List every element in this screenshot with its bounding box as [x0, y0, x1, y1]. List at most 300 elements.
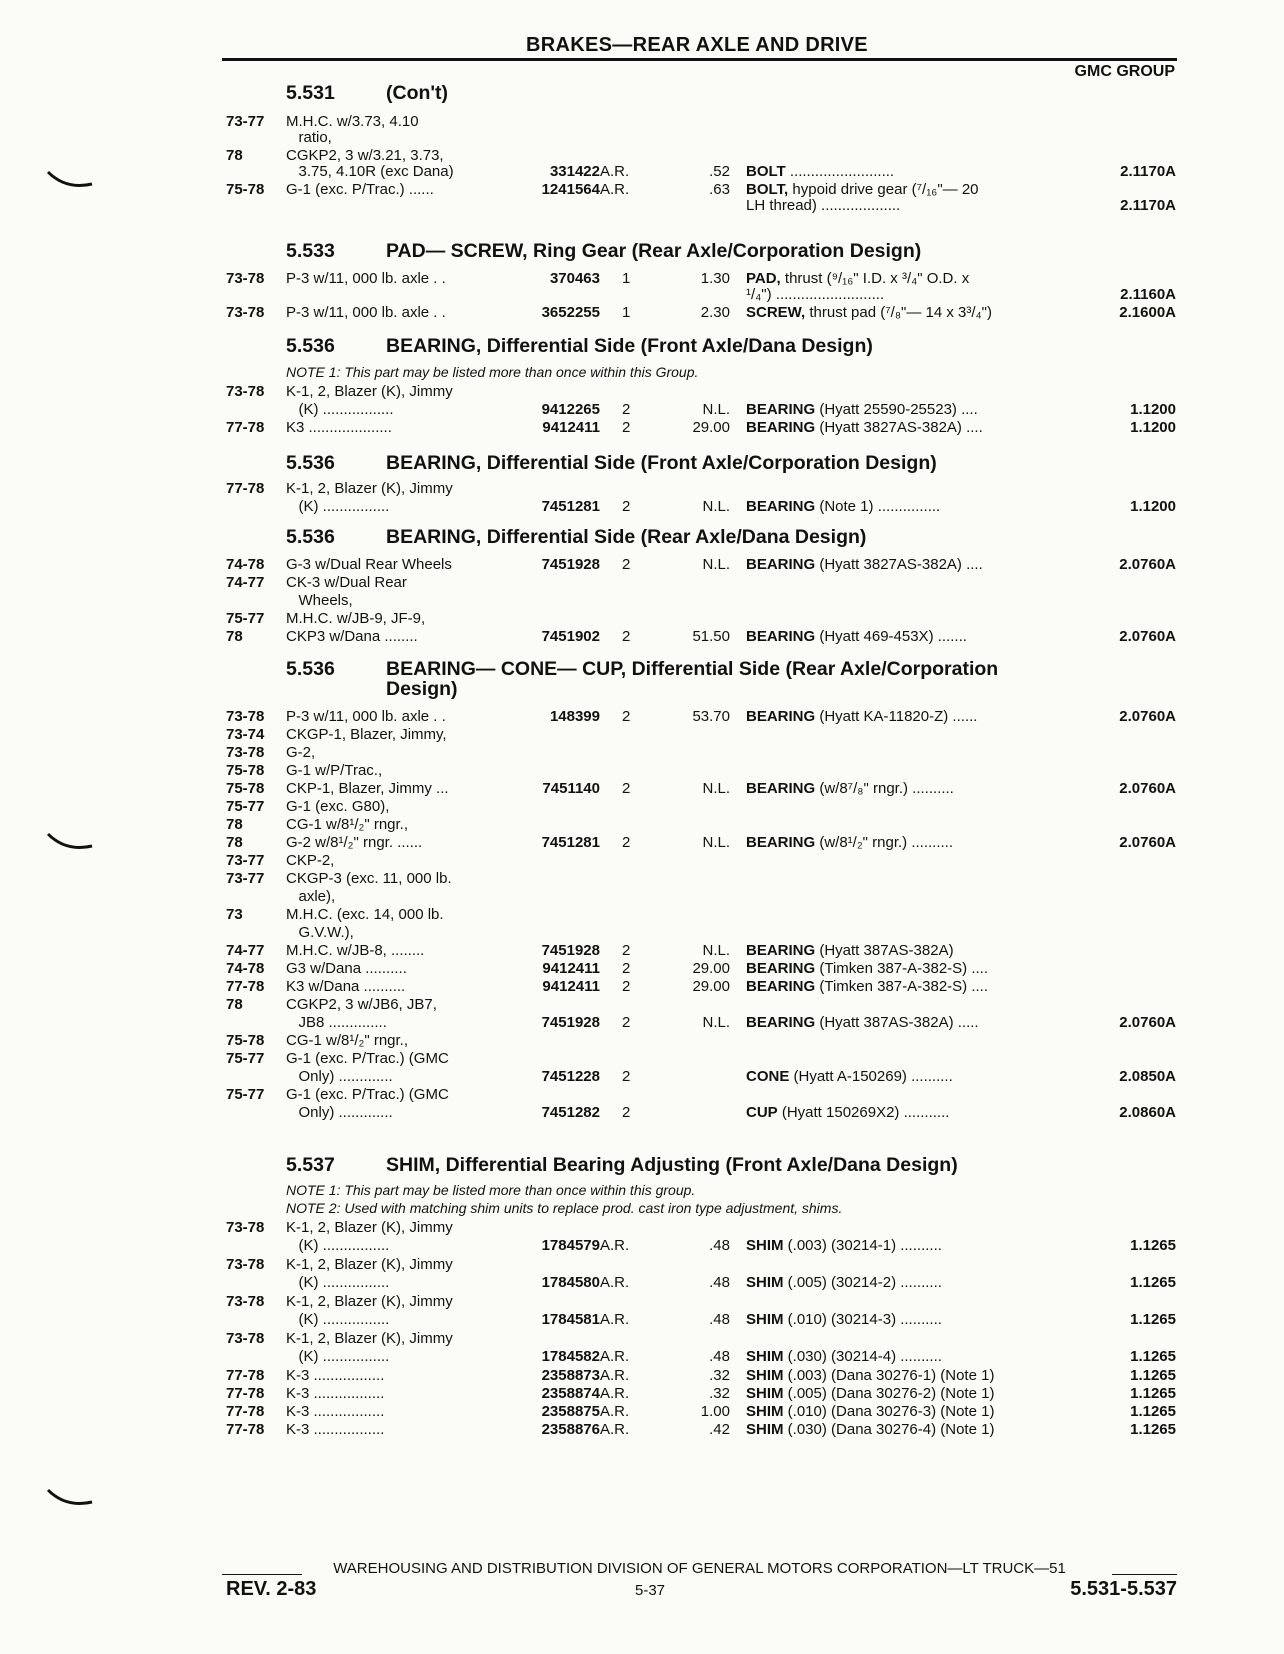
part-detail: (Hyatt KA-11820-Z) ......: [815, 708, 978, 725]
group-code: 2.1600A: [1119, 304, 1176, 321]
part-detail: LH thread) ...................: [746, 197, 901, 214]
application: K-3 .................: [286, 1421, 385, 1438]
group-code: 2.0760A: [1119, 834, 1176, 851]
quantity: 2: [622, 556, 631, 573]
quantity-unit: A.R.: [600, 163, 630, 180]
model-years: 73-77: [226, 870, 265, 887]
application: Only) .............: [286, 1104, 393, 1121]
page-number: 5-37: [634, 1582, 666, 1599]
description: [746, 286, 1066, 304]
application: K-1, 2, Blazer (K), Jimmy: [286, 1219, 453, 1236]
part-number: 7451928: [541, 556, 600, 573]
application: G3 w/Dana ..........: [286, 960, 407, 977]
part-name: BOLT,: [746, 181, 789, 198]
part-number: 2358876: [541, 1421, 600, 1438]
group-code: 1.1265: [1130, 1348, 1176, 1365]
description: [746, 960, 1066, 978]
price: .48: [709, 1237, 730, 1254]
part-detail: (.003) (30214-1) ..........: [783, 1237, 942, 1254]
model-years: 74-77: [226, 942, 265, 959]
application: M.H.C. w/3.73, 4.10: [286, 113, 419, 130]
part-number: 7451928: [541, 1014, 600, 1031]
part-number: 9412411: [542, 978, 600, 995]
part-name: SHIM: [746, 1274, 784, 1291]
quantity: 2: [622, 978, 631, 995]
application: CKGP-1, Blazer, Jimmy,: [286, 726, 447, 743]
group-code: 2.0760A: [1119, 556, 1176, 573]
part-number: 7451281: [541, 498, 600, 515]
part-name: SCREW,: [746, 304, 806, 321]
part-name: CONE: [746, 1068, 790, 1085]
part-detail: thrust (⁹/₁₆" I.D. x ³/₄" O.D. x: [780, 270, 970, 287]
model-years: 73-78: [226, 1256, 265, 1273]
part-name: BEARING: [746, 978, 816, 995]
group-code: 2.1170A: [1120, 197, 1176, 214]
application: K-1, 2, Blazer (K), Jimmy: [286, 1293, 453, 1310]
application: P-3 w/11, 000 lb. axle . .: [286, 708, 446, 725]
model-years: 78: [226, 628, 243, 645]
price: 2.30: [700, 304, 730, 321]
model-years: 75-77: [226, 798, 265, 815]
price: N.L.: [702, 780, 730, 797]
group-code: 2.0850A: [1119, 1068, 1176, 1085]
description: [746, 1104, 1066, 1122]
part-number: 1784580: [541, 1274, 600, 1291]
application: K-1, 2, Blazer (K), Jimmy: [286, 1330, 453, 1347]
section-title: BEARING, Differential Side (Front Axle/Corporation Design): [386, 452, 937, 474]
model-years: 77-78: [226, 1403, 265, 1420]
section-title: (Con't): [386, 82, 449, 104]
part-detail: hypoid drive gear (⁷/₁₆"— 20: [788, 181, 979, 198]
application: CKP-2,: [286, 852, 335, 869]
model-years: 73-77: [226, 113, 265, 130]
quantity: 2: [622, 628, 631, 645]
part-name: BEARING: [746, 960, 816, 977]
group-code: 2.1170A: [1120, 163, 1176, 180]
part-name: SHIM: [746, 1421, 784, 1438]
part-detail: (.005) (30214-2) ..........: [783, 1274, 942, 1291]
application: G-1 (exc. P/Trac.) ......: [286, 181, 434, 198]
model-years: 78: [226, 834, 243, 851]
model-years: 74-78: [226, 960, 265, 977]
description: [746, 1014, 1066, 1032]
section-heading: [286, 526, 866, 548]
application: G-1 (exc. P/Trac.) (GMC: [286, 1086, 449, 1103]
part-name: SHIM: [746, 1367, 784, 1384]
part-name: BEARING: [746, 628, 816, 645]
quantity-unit: A.R.: [600, 1367, 630, 1384]
part-number: 9412411: [542, 960, 600, 977]
model-years: 73-78: [226, 304, 265, 321]
model-years: 77-78: [226, 480, 265, 497]
price: .42: [709, 1421, 730, 1438]
description: [746, 942, 1066, 960]
application: K-1, 2, Blazer (K), Jimmy: [286, 383, 453, 400]
part-detail: (.010) (30214-3) ..........: [783, 1311, 942, 1328]
group-code: 2.0860A: [1119, 1104, 1176, 1121]
price: .32: [709, 1385, 730, 1402]
part-detail: (.010) (Dana 30276-3) (Note 1): [783, 1403, 995, 1420]
price: 1.30: [700, 270, 730, 287]
model-years: 77-78: [226, 1421, 265, 1438]
model-years: 78: [226, 816, 243, 833]
description: [746, 163, 1066, 181]
price: N.L.: [702, 1014, 730, 1031]
group-code: 1.1265: [1130, 1367, 1176, 1384]
part-detail: (.030) (30214-4) ..........: [783, 1348, 942, 1365]
quantity: 1: [622, 270, 631, 287]
application: CK-3 w/Dual Rear: [286, 574, 407, 591]
section-note: NOTE 2: Used with matching shim units to replace prod. cast iron type adjustment, shims.: [286, 1200, 843, 1216]
part-detail: (w/8⁷/₈" rngr.) ..........: [815, 780, 954, 797]
part-number: 2358873: [541, 1367, 600, 1384]
model-years: 73-78: [226, 708, 265, 725]
application: G-1 (exc. P/Trac.) (GMC: [286, 1050, 449, 1067]
group-code: 1.1265: [1130, 1385, 1176, 1402]
price: .52: [709, 163, 730, 180]
description: [746, 1068, 1066, 1086]
application: G-1 (exc. G80),: [286, 798, 390, 815]
section-heading: [286, 335, 873, 357]
part-detail: (Hyatt 3827AS-382A) ....: [815, 556, 983, 573]
quantity-unit: A.R.: [600, 1348, 630, 1365]
description: [746, 1237, 1066, 1255]
section-note: NOTE 1: This part may be listed more than once within this group.: [286, 1182, 696, 1198]
part-name: BEARING: [746, 1014, 816, 1031]
quantity: 2: [622, 834, 631, 851]
group-code: 2.0760A: [1119, 628, 1176, 645]
price: 29.00: [692, 419, 730, 436]
part-detail: (Hyatt A-150269) ..........: [789, 1068, 953, 1085]
price: N.L.: [702, 834, 730, 851]
description: [746, 556, 1066, 574]
description: [746, 780, 1066, 798]
binder-hole-mark: [40, 830, 100, 856]
part-detail: (Hyatt 387AS-382A): [815, 942, 954, 959]
model-years: 73-78: [226, 1293, 265, 1310]
group-code: 2.1160A: [1120, 286, 1176, 303]
application: K3 ....................: [286, 419, 392, 436]
application: CKP-1, Blazer, Jimmy ...: [286, 780, 449, 797]
price: 1.00: [700, 1403, 730, 1420]
application: 3.75, 4.10R (exc Dana): [286, 163, 454, 180]
part-number: 1241564: [541, 181, 600, 198]
model-years: 74-78: [226, 556, 265, 573]
application: K-3 .................: [286, 1367, 385, 1384]
section-heading: [286, 658, 998, 680]
part-name: CUP: [746, 1104, 778, 1121]
model-years: 73-78: [226, 270, 265, 287]
section-number: 5.533: [286, 240, 335, 262]
description: [746, 419, 1066, 437]
part-name: BEARING: [746, 942, 816, 959]
model-years: 73: [226, 906, 243, 923]
application: P-3 w/11, 000 lb. axle . .: [286, 270, 446, 287]
quantity: 2: [622, 780, 631, 797]
quantity: 2: [622, 498, 631, 515]
price: .63: [709, 181, 730, 198]
description: [746, 978, 1066, 996]
description: [746, 1421, 1066, 1439]
model-years: 73-78: [226, 1219, 265, 1236]
quantity-unit: A.R.: [600, 1385, 630, 1402]
part-number: 1784582: [541, 1348, 600, 1365]
group-code: 2.0760A: [1119, 1014, 1176, 1031]
header-rule: [222, 58, 1177, 61]
application: K-3 .................: [286, 1403, 385, 1420]
application: G-3 w/Dual Rear Wheels: [286, 556, 452, 573]
model-years: 75-78: [226, 780, 265, 797]
section-heading: [286, 1154, 958, 1176]
part-detail: (.005) (Dana 30276-2) (Note 1): [783, 1385, 995, 1402]
part-number: 9412265: [541, 401, 600, 418]
model-years: 73-74: [226, 726, 265, 743]
description: [746, 1385, 1066, 1403]
part-name: BEARING: [746, 780, 816, 797]
section-number: 5.536: [286, 658, 335, 680]
part-detail: (w/8¹/₂" rngr.) ..........: [815, 834, 954, 851]
part-number: 148399: [549, 708, 600, 725]
application: CGKP2, 3 w/3.21, 3.73,: [286, 147, 444, 164]
section-number: 5.536: [286, 335, 335, 357]
description: [746, 1311, 1066, 1329]
model-years: 73-78: [226, 744, 265, 761]
application: K-1, 2, Blazer (K), Jimmy: [286, 1256, 453, 1273]
group-code: 1.1265: [1130, 1274, 1176, 1291]
footer-text: WAREHOUSING AND DISTRIBUTION DIVISION OF GENERAL MOTORS CORPORATION—LT TRUCK—51: [333, 1560, 1066, 1577]
application: CGKP2, 3 w/JB6, JB7,: [286, 996, 437, 1013]
quantity-unit: A.R.: [600, 1421, 630, 1438]
binder-hole-mark: [40, 168, 100, 194]
quantity-unit: A.R.: [600, 181, 630, 198]
price: 53.70: [692, 708, 730, 725]
model-years: 77-78: [226, 978, 265, 995]
description: [746, 708, 1066, 726]
model-years: 77-78: [226, 1367, 265, 1384]
application: M.H.C. w/JB-8, ........: [286, 942, 425, 959]
part-detail: (Note 1) ...............: [815, 498, 941, 515]
part-name: BOLT: [746, 163, 786, 180]
model-years: 73-77: [226, 852, 265, 869]
application: (K) ................: [286, 498, 390, 515]
model-years: 73-78: [226, 383, 265, 400]
model-years: 75-77: [226, 1050, 265, 1067]
group-code: 1.1200: [1130, 498, 1176, 515]
part-name: BEARING: [746, 556, 816, 573]
section-title: SHIM, Differential Bearing Adjusting (Front Axle/Dana Design): [386, 1154, 958, 1176]
model-years: 75-77: [226, 1086, 265, 1103]
part-name: SHIM: [746, 1385, 784, 1402]
model-years: 75-78: [226, 1032, 265, 1049]
section-title: BEARING, Differential Side (Front Axle/Dana Design): [386, 335, 873, 357]
quantity: 2: [622, 708, 631, 725]
application: (K) ................: [286, 1348, 390, 1365]
price: N.L.: [702, 498, 730, 515]
application: CKGP-3 (exc. 11, 000 lb.: [286, 870, 452, 887]
group-code: 1.1265: [1130, 1237, 1176, 1254]
application: axle),: [286, 888, 336, 905]
application: CG-1 w/8¹/₂" rngr.,: [286, 816, 409, 833]
application: M.H.C. (exc. 14, 000 lb.: [286, 906, 444, 923]
description: [746, 1367, 1066, 1385]
application: G-2,: [286, 744, 316, 761]
application: (K) ................: [286, 1237, 390, 1254]
revision-label: REV. 2-83: [226, 1578, 317, 1600]
application: CG-1 w/8¹/₂" rngr.,: [286, 1032, 409, 1049]
price: N.L.: [702, 401, 730, 418]
part-name: SHIM: [746, 1311, 784, 1328]
application: Only) .............: [286, 1068, 393, 1085]
part-number: 7451140: [542, 780, 600, 797]
part-detail: .........................: [785, 163, 895, 180]
part-detail: ¹/₄") ..........................: [746, 286, 885, 303]
description: [746, 498, 1066, 516]
model-years: 75-78: [226, 181, 265, 198]
price: 29.00: [692, 960, 730, 977]
section-title-continued: Design): [386, 678, 458, 700]
quantity: 2: [622, 1014, 631, 1031]
part-number: 7451282: [541, 1104, 600, 1121]
quantity: 1: [622, 304, 631, 321]
section-heading: [286, 240, 921, 262]
group-code: 1.1200: [1130, 401, 1176, 418]
part-detail: (Timken 387-A-382-S) ....: [815, 960, 989, 977]
application: CKP3 w/Dana ........: [286, 628, 418, 645]
part-detail: (Hyatt 469-453X) .......: [815, 628, 967, 645]
group-code: 1.1265: [1130, 1403, 1176, 1420]
application: K-3 .................: [286, 1385, 385, 1402]
price: 51.50: [692, 628, 730, 645]
description: [746, 401, 1066, 419]
part-name: BEARING: [746, 498, 816, 515]
price: 29.00: [692, 978, 730, 995]
part-number: 7451928: [541, 942, 600, 959]
price: .32: [709, 1367, 730, 1384]
application: M.H.C. w/JB-9, JF-9,: [286, 610, 426, 627]
application: G-1 w/P/Trac.,: [286, 762, 383, 779]
part-number: 2358874: [541, 1385, 600, 1402]
part-number: 1784579: [541, 1237, 600, 1254]
part-detail: (Hyatt 387AS-382A) .....: [815, 1014, 979, 1031]
part-detail: (.003) (Dana 30276-1) (Note 1): [783, 1367, 995, 1384]
part-name: BEARING: [746, 419, 816, 436]
application: (K) .................: [286, 401, 394, 418]
price: N.L.: [702, 556, 730, 573]
model-years: 78: [226, 147, 243, 164]
section-title: BEARING— CONE— CUP, Differential Side (Rear Axle/Corporation: [386, 658, 999, 680]
quantity-unit: A.R.: [600, 1311, 630, 1328]
model-years: 75-78: [226, 762, 265, 779]
section-heading: [286, 452, 937, 474]
application: G.V.W.),: [286, 924, 354, 941]
part-number: 7451228: [541, 1068, 600, 1085]
part-detail: (Timken 387-A-382-S) ....: [815, 978, 989, 995]
part-number: 2358875: [541, 1403, 600, 1420]
group-code: 1.1265: [1130, 1421, 1176, 1438]
part-name: SHIM: [746, 1403, 784, 1420]
model-years: 78: [226, 996, 243, 1013]
section-number: 5.537: [286, 1154, 335, 1176]
group-code: 2.0760A: [1119, 708, 1176, 725]
section-note: NOTE 1: This part may be listed more than once within this Group.: [286, 364, 699, 380]
part-name: SHIM: [746, 1348, 784, 1365]
part-detail: (.030) (Dana 30276-4) (Note 1): [783, 1421, 995, 1438]
price: .48: [709, 1311, 730, 1328]
part-detail: thrust pad (⁷/₈"— 14 x 3³/₄"): [805, 304, 992, 321]
model-years: 77-78: [226, 419, 265, 436]
model-years: 75-77: [226, 610, 265, 627]
part-number: 1784581: [541, 1311, 600, 1328]
price: .48: [709, 1274, 730, 1291]
application: JB8 ..............: [286, 1014, 387, 1031]
model-years: 73-78: [226, 1330, 265, 1347]
part-name: BEARING: [746, 708, 816, 725]
section-number: 5.531: [286, 82, 335, 104]
quantity: 2: [622, 960, 631, 977]
part-number: 7451281: [541, 834, 600, 851]
section-number: 5.536: [286, 452, 335, 474]
part-detail: (Hyatt 3827AS-382A) ....: [815, 419, 983, 436]
part-name: BEARING: [746, 834, 816, 851]
part-number: 3652255: [541, 304, 600, 321]
quantity-unit: A.R.: [600, 1274, 630, 1291]
part-number: 9412411: [542, 419, 600, 436]
description: [746, 1348, 1066, 1366]
application: P-3 w/11, 000 lb. axle . .: [286, 304, 446, 321]
quantity-unit: A.R.: [600, 1237, 630, 1254]
application: Wheels,: [286, 592, 353, 609]
section-range: 5.531-5.537: [1070, 1578, 1177, 1600]
description: [746, 1274, 1066, 1292]
quantity: 2: [622, 942, 631, 959]
part-number: 370463: [549, 270, 600, 287]
quantity: 2: [622, 419, 631, 436]
application: (K) ................: [286, 1311, 390, 1328]
quantity: 2: [622, 1068, 631, 1085]
group-label: GMC GROUP: [1074, 63, 1175, 80]
part-number: 331422: [549, 163, 600, 180]
part-name: PAD,: [746, 270, 781, 287]
section-title: PAD— SCREW, Ring Gear (Rear Axle/Corporation Design): [386, 240, 922, 262]
page-title: BRAKES—REAR AXLE AND DRIVE: [526, 34, 868, 56]
application: ratio,: [286, 129, 332, 146]
quantity-unit: A.R.: [600, 1403, 630, 1420]
model-years: 77-78: [226, 1385, 265, 1402]
part-detail: (Hyatt 150269X2) ...........: [777, 1104, 950, 1121]
part-name: SHIM: [746, 1237, 784, 1254]
section-title: BEARING, Differential Side (Rear Axle/Dana Design): [386, 526, 867, 548]
quantity: 2: [622, 1104, 631, 1121]
group-code: 1.1265: [1130, 1311, 1176, 1328]
group-code: 2.0760A: [1119, 780, 1176, 797]
description: [746, 834, 1066, 852]
binder-hole-mark: [40, 1486, 100, 1512]
model-years: 74-77: [226, 574, 265, 591]
price: .48: [709, 1348, 730, 1365]
application: K-1, 2, Blazer (K), Jimmy: [286, 480, 453, 497]
application: (K) ................: [286, 1274, 390, 1291]
price: N.L.: [702, 942, 730, 959]
description: [746, 1403, 1066, 1421]
description: [746, 304, 1066, 322]
application: K3 w/Dana ..........: [286, 978, 406, 995]
group-code: 1.1200: [1130, 419, 1176, 436]
section-number: 5.536: [286, 526, 335, 548]
part-name: BEARING: [746, 401, 816, 418]
quantity: 2: [622, 401, 631, 418]
description: [746, 628, 1066, 646]
section-heading: [286, 82, 448, 104]
